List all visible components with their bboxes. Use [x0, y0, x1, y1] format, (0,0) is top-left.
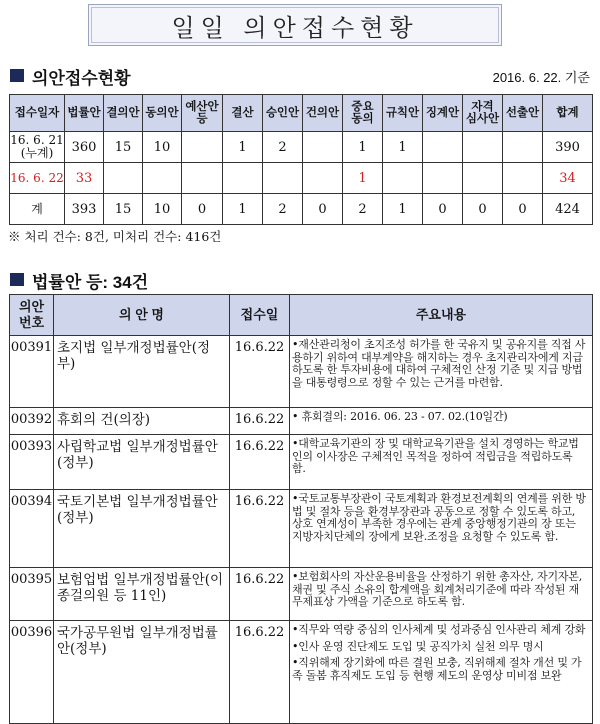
summary-cell — [303, 132, 343, 163]
summary-cell: 33 — [65, 163, 104, 194]
table-row — [10, 621, 593, 724]
bill-number: 00395 — [10, 568, 54, 621]
summary-header-cell: 규칙안 — [383, 95, 423, 132]
summary-cell — [104, 163, 143, 194]
square-bullet-icon — [10, 69, 24, 82]
table-row — [10, 490, 593, 568]
bill-content — [290, 621, 593, 724]
summary-header-cell: 건의안 — [303, 95, 343, 132]
summary-cell — [182, 132, 223, 163]
page-title: 일일 의안접수현황 — [171, 13, 419, 42]
summary-cell — [503, 163, 543, 194]
summary-cell — [463, 132, 503, 163]
page-title-box — [88, 4, 502, 46]
summary-header-cell: 접수일자 — [10, 95, 65, 132]
summary-cell: 1 — [223, 132, 263, 163]
bill-received-date: 16.6.22 — [230, 408, 290, 435]
bill-list-table — [9, 294, 593, 724]
summary-row — [10, 132, 593, 163]
bill-number: 00392 — [10, 408, 54, 435]
content-bullet: •인사 운영 진단제도 도입 및 공직가치 실천 의무 명시 — [292, 639, 544, 653]
summary-header-cell: 결산 — [223, 95, 263, 132]
section1-title: 의안접수현황 — [32, 69, 131, 88]
summary-cell: 15 — [104, 132, 143, 163]
summary-cell: 0 — [423, 194, 463, 225]
summary-cell: 2 — [343, 194, 383, 225]
summary-row-label: 16. 6. 22 — [10, 163, 65, 194]
summary-cell: 0 — [503, 194, 543, 225]
bill-number: 00391 — [10, 336, 54, 408]
bill-number: 00396 — [10, 621, 54, 724]
summary-cell — [383, 163, 423, 194]
summary-header-cell: 자격 심사안 — [463, 95, 503, 132]
bill-name: 보험업법 일부개정법률안(이종걸의원 등 11인) — [54, 568, 230, 621]
bill-content — [290, 568, 593, 621]
bill-received-date: 16.6.22 — [230, 490, 290, 568]
bill-received-date: 16.6.22 — [230, 336, 290, 408]
summary-cell: 360 — [65, 132, 104, 163]
summary-cell: 1 — [343, 132, 383, 163]
square-bullet-icon — [10, 273, 24, 286]
summary-cell: 34 — [543, 163, 593, 194]
summary-cell: 0 — [303, 194, 343, 225]
summary-header-cell: 합계 — [543, 95, 593, 132]
table-row — [10, 435, 593, 490]
bill-name: 초지법 일부개정법률안(정부) — [54, 336, 230, 408]
summary-header-cell: 징계안 — [423, 95, 463, 132]
content-bullet: •보험회사의 자산운용비율을 산정하기 위한 총자산, 자기자본, 채권 및 주식 소유의 합계액을 회계처리기준에 따라 작성된 재무제표상 가액을 기준으로 하도록 함. — [292, 570, 583, 608]
summary-row — [10, 194, 593, 225]
header-bill-name: 의 안 명 — [54, 295, 230, 336]
summary-header-cell: 결의안 — [104, 95, 143, 132]
summary-cell — [423, 132, 463, 163]
summary-cell: 10 — [143, 132, 182, 163]
reference-date: 2016. 6. 22. 기준 — [492, 70, 590, 85]
section2-title: 법률안 등: 34건 — [32, 273, 149, 292]
bill-received-date: 16.6.22 — [230, 435, 290, 490]
summary-row-label: 16. 6. 21 (누계) — [10, 132, 65, 163]
content-bullet: •재산관리청이 초지조성 허가를 한 국유지 및 공유지를 직접 사용하기 위하여 대부계약을 해지하는 경우 초지관리자에게 지급하도록 한 투자비용에 대하여 구체적인 산정 기준 및 지급 방법을 대통령령으로 정할 수 있는 근거를 마련함. — [292, 338, 586, 389]
content-bullet: •국토교통부장관이 국토계획과 환경보전계획의 연계를 위한 방법 및 절차 등을 환경부장관과 공동으로 정할 수 있도록 하고, 상호 연계성이 부족한 경우에는 관계 중앙행정기관의 장 또는 지방자치단체의 장에게 보완.조정을 요청할 수 있도록 함. — [292, 492, 586, 543]
bill-name: 사립학교법 일부개정법률안(정부) — [54, 435, 230, 490]
summary-cell — [143, 163, 182, 194]
table-row — [10, 336, 593, 408]
summary-cell: 2 — [263, 132, 303, 163]
summary-cell: 1 — [383, 132, 423, 163]
summary-header-cell: 법률안 — [65, 95, 104, 132]
header-main-content: 주요내용 — [290, 295, 593, 336]
summary-header-row — [10, 95, 593, 132]
summary-cell — [263, 163, 303, 194]
bill-content — [290, 435, 593, 490]
section1-header — [8, 64, 592, 86]
summary-cell: 1 — [223, 194, 263, 225]
summary-row — [10, 163, 593, 194]
bill-number: 00394 — [10, 490, 54, 568]
summary-cell — [423, 163, 463, 194]
content-bullet: • 휴회결의: 2016. 06. 23 - 07. 02.(10일간) — [292, 410, 508, 423]
summary-cell: 0 — [463, 194, 503, 225]
bill-received-date: 16.6.22 — [230, 568, 290, 621]
summary-cell: 10 — [143, 194, 182, 225]
bill-name: 휴회의 건(의장) — [54, 408, 230, 435]
content-bullet: •대학교육기관의 장 및 대학교육기관을 설치 경영하는 학교법인의 이사장은 구체적인 목적을 정하여 적립금을 적립하도록 함. — [292, 437, 579, 475]
summary-row-label: 계 — [10, 194, 65, 225]
section2-header — [8, 268, 308, 290]
summary-cell: 1 — [383, 194, 423, 225]
bill-content — [290, 490, 593, 568]
summary-cell: 393 — [65, 194, 104, 225]
summary-cell — [223, 163, 263, 194]
content-bullet: •직무와 역량 중심의 인사체계 및 성과중심 인사관리 체계 강화 — [292, 623, 586, 636]
summary-header-cell: 중요 동의 — [343, 95, 383, 132]
table-row — [10, 568, 593, 621]
summary-cell — [503, 132, 543, 163]
summary-cell: 0 — [182, 194, 223, 225]
summary-header-cell: 승인안 — [263, 95, 303, 132]
processing-note: ※ 처리 건수: 8건, 미처리 건수: 416건 — [8, 229, 222, 244]
summary-cell: 2 — [263, 194, 303, 225]
summary-cell — [303, 163, 343, 194]
bill-received-date: 16.6.22 — [230, 621, 290, 724]
header-received-date: 접수일 — [230, 295, 290, 336]
bill-name: 국토기본법 일부개정법률안(정부) — [54, 490, 230, 568]
bill-header-row — [10, 295, 593, 336]
bill-content — [290, 336, 593, 408]
summary-cell — [182, 163, 223, 194]
summary-cell: 424 — [543, 194, 593, 225]
bill-name: 국가공무원법 일부개정법률안(정부) — [54, 621, 230, 724]
summary-cell: 1 — [343, 163, 383, 194]
summary-header-cell: 동의안 — [143, 95, 182, 132]
summary-cell: 390 — [543, 132, 593, 163]
content-bullet: •직위해제 장기화에 따른 결원 보충, 직위해제 절차 개선 및 가족 돌봄 휴직제도 도입 등 현행 제도의 운영상 미비점 보완 — [292, 656, 582, 682]
summary-cell — [463, 163, 503, 194]
summary-table — [9, 94, 593, 225]
summary-header-cell: 선출안 — [503, 95, 543, 132]
bill-number: 00393 — [10, 435, 54, 490]
table-row — [10, 408, 593, 435]
summary-cell: 15 — [104, 194, 143, 225]
header-bill-no: 의안 번호 — [10, 295, 54, 336]
summary-header-cell: 예산안 등 — [182, 95, 223, 132]
bill-content — [290, 408, 593, 435]
